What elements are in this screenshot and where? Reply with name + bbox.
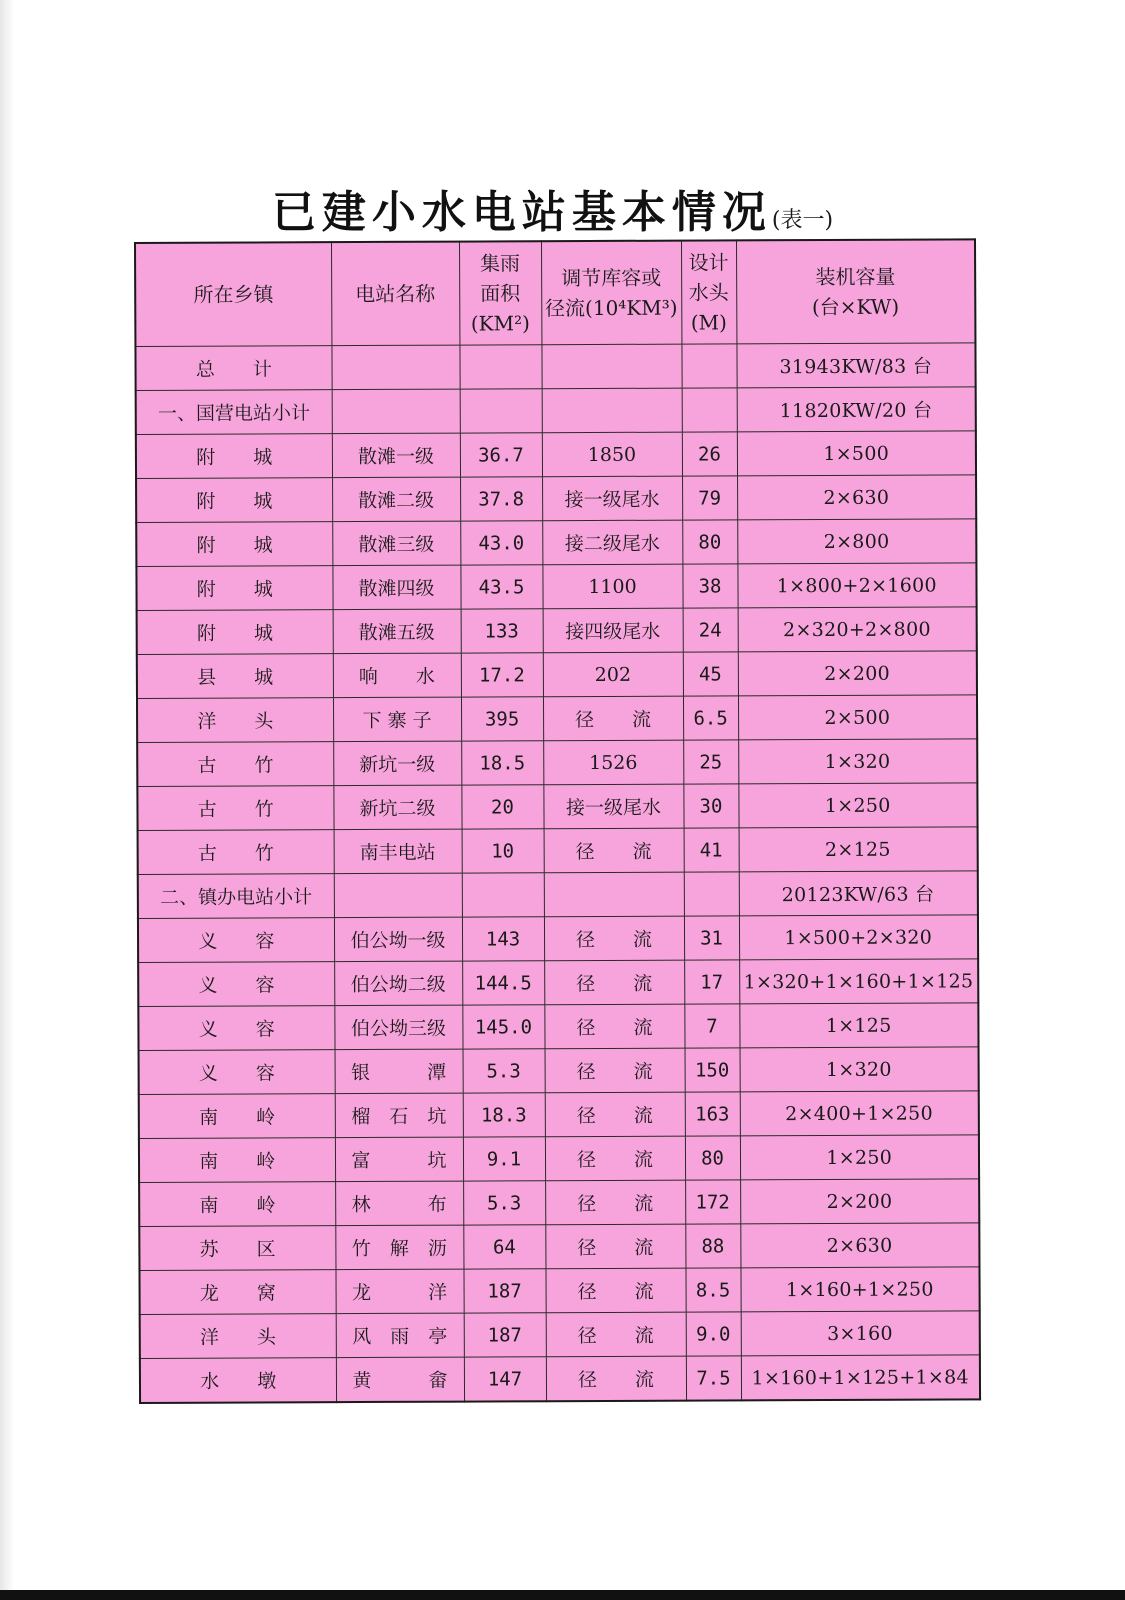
scan-bottom-edge <box>0 1590 1125 1600</box>
cell-capacity: 径 流 <box>544 916 684 961</box>
cell-area: 187 <box>463 1269 545 1313</box>
table-row <box>138 1003 978 1051</box>
cell-head: 17 <box>684 960 739 1004</box>
page-title-suffix: (表一) <box>771 208 834 233</box>
table-row <box>138 827 978 875</box>
cell-head: 31 <box>684 916 739 960</box>
cell-capacity: 径 流 <box>546 1356 686 1401</box>
cell-area <box>462 873 544 917</box>
cell-capacity: 径 流 <box>544 828 684 873</box>
header-head-line: 水头 <box>688 280 729 305</box>
header-capacity <box>541 241 681 345</box>
cell-installed: 2×800 <box>737 519 976 564</box>
cell-area: 43.5 <box>460 565 542 609</box>
cell-area: 187 <box>464 1313 546 1357</box>
cell-area: 395 <box>461 697 543 741</box>
cell-town: 义 容 <box>139 1050 335 1095</box>
cell-capacity: 1526 <box>543 740 683 785</box>
cell-name: 散滩一级 <box>332 433 460 478</box>
header-installed-line: 装机容量 <box>815 264 896 290</box>
cell-area: 10 <box>462 829 544 873</box>
cell-head: 163 <box>685 1092 740 1136</box>
cell-installed: 1×320 <box>740 1047 979 1092</box>
cell-installed: 3×160 <box>741 1311 980 1356</box>
table-row <box>136 519 976 567</box>
cell-capacity: 径 流 <box>544 1004 684 1049</box>
table-row <box>140 1355 980 1403</box>
cell-capacity: 202 <box>543 652 683 697</box>
cell-area: 133 <box>461 609 543 653</box>
cell-name: 南丰电站 <box>334 829 462 874</box>
cell-name: 伯公坳一级 <box>334 917 462 962</box>
cell-capacity: 径 流 <box>545 1092 685 1137</box>
header-installed-line: (台×KW) <box>811 294 900 320</box>
cell-name: 响 水 <box>333 653 461 698</box>
cell-installed: 2×200 <box>738 651 977 696</box>
table-row <box>137 607 977 655</box>
cell-town: 南 岭 <box>139 1094 335 1139</box>
cell-head: 79 <box>682 476 737 520</box>
cell-capacity <box>542 388 682 433</box>
header-area-line: (KM²) <box>470 311 530 336</box>
cell-area: 64 <box>463 1225 545 1269</box>
table-row <box>139 1047 979 1095</box>
cell-area: 37.8 <box>460 477 542 521</box>
cell-town: 总 计 <box>135 346 331 391</box>
cell-installed: 2×500 <box>738 695 977 740</box>
cell-installed: 2×630 <box>737 475 976 520</box>
cell-installed: 11820KW/20 台 <box>737 387 976 432</box>
table-row <box>137 695 977 743</box>
cell-town: 古 竹 <box>137 786 333 831</box>
cell-name: 散滩四级 <box>332 565 460 610</box>
cell-head: 88 <box>685 1224 740 1268</box>
cell-town: 附 城 <box>137 610 333 655</box>
cell-installed: 31943KW/83 台 <box>736 343 975 388</box>
cell-area: 144.5 <box>462 961 544 1005</box>
cell-town: 龙 窝 <box>139 1270 335 1315</box>
cell-name: 散滩二级 <box>332 477 460 522</box>
cell-installed: 1×800+2×1600 <box>737 563 976 608</box>
cell-capacity: 接四级尾水 <box>543 608 683 653</box>
table-row <box>140 1311 980 1359</box>
cell-capacity: 接一级尾水 <box>542 476 682 521</box>
cell-head: 7.5 <box>686 1356 741 1401</box>
cell-area: 18.3 <box>463 1093 545 1137</box>
cell-installed: 2×200 <box>740 1179 979 1224</box>
table-row <box>139 1223 979 1271</box>
cell-head: 172 <box>685 1180 740 1224</box>
header-head-line: 设计 <box>688 250 729 275</box>
cell-town: 义 容 <box>138 1006 334 1051</box>
cell-installed: 2×630 <box>740 1223 979 1268</box>
cell-head: 150 <box>685 1048 740 1092</box>
table-row <box>139 1267 979 1315</box>
cell-town: 古 竹 <box>138 830 334 875</box>
cell-area: 5.3 <box>463 1049 545 1093</box>
cell-head: 8.5 <box>685 1268 740 1312</box>
cell-capacity: 径 流 <box>544 960 684 1005</box>
cell-name: 富 坑 <box>335 1137 463 1182</box>
cell-head: 80 <box>685 1136 740 1180</box>
cell-capacity: 径 流 <box>543 696 683 741</box>
table-row <box>138 959 978 1007</box>
cell-installed: 1×250 <box>740 1135 979 1180</box>
cell-area: 145.0 <box>462 1005 544 1049</box>
table-row <box>136 475 976 523</box>
header-capacity-line: 径流(10⁴KM³) <box>544 295 678 321</box>
table-row <box>136 563 976 611</box>
cell-area: 17.2 <box>461 653 543 697</box>
cell-head: 45 <box>683 652 738 696</box>
cell-town: 南 岭 <box>139 1182 335 1227</box>
cell-head: 26 <box>682 432 737 476</box>
cell-head <box>682 388 737 432</box>
cell-town: 苏 区 <box>139 1226 335 1271</box>
header-head-line: (M) <box>690 310 727 335</box>
cell-town: 义 容 <box>138 962 334 1007</box>
cell-area: 20 <box>461 785 543 829</box>
cell-town: 义 容 <box>138 918 334 963</box>
table-row <box>138 915 978 963</box>
cell-installed: 1×500+2×320 <box>739 915 978 960</box>
cell-capacity: 径 流 <box>545 1268 685 1313</box>
cell-installed: 2×125 <box>739 827 978 872</box>
cell-area: 9.1 <box>463 1137 545 1181</box>
cell-head: 7 <box>684 1004 739 1048</box>
cell-installed: 1×160+1×250 <box>740 1267 979 1312</box>
cell-area: 147 <box>464 1357 546 1402</box>
cell-name: 下 寨 子 <box>333 697 461 742</box>
cell-name: 新坑一级 <box>333 741 461 786</box>
table-row <box>137 651 977 699</box>
table-row <box>139 1091 979 1139</box>
cell-capacity: 径 流 <box>546 1312 686 1357</box>
cell-name <box>334 873 462 918</box>
cell-capacity: 径 流 <box>545 1224 685 1269</box>
cell-capacity: 接一级尾水 <box>543 784 683 829</box>
cell-name: 银 潭 <box>335 1049 463 1094</box>
cell-town: 洋 头 <box>137 698 333 743</box>
cell-head: 9.0 <box>686 1312 741 1356</box>
header-town: 所在乡镇 <box>135 242 331 346</box>
cell-capacity: 1850 <box>542 432 682 477</box>
title-block <box>0 176 1125 240</box>
cell-capacity: 接二级尾水 <box>542 520 682 565</box>
cell-capacity <box>541 344 681 389</box>
cell-installed: 1×160+1×125+1×84 <box>741 1355 980 1401</box>
cell-capacity: 径 流 <box>545 1048 685 1093</box>
cell-capacity: 1100 <box>542 564 682 609</box>
cell-name <box>331 345 459 390</box>
header-area-line: 面积 <box>480 281 521 306</box>
header-area <box>459 241 541 345</box>
cell-head <box>681 344 736 388</box>
header-area-line: 集雨 <box>480 251 521 276</box>
cell-head: 30 <box>683 784 738 828</box>
cell-town: 附 城 <box>136 522 332 567</box>
stations-table <box>134 238 981 1404</box>
cell-area <box>460 389 542 433</box>
cell-area <box>459 345 541 389</box>
cell-installed: 1×125 <box>739 1003 978 1048</box>
cell-head: 80 <box>682 520 737 564</box>
cell-town: 一、国营电站小计 <box>136 390 332 435</box>
cell-name: 伯公坳三级 <box>334 1005 462 1050</box>
cell-installed: 1×320 <box>738 739 977 784</box>
cell-capacity: 径 流 <box>545 1180 685 1225</box>
cell-installed: 1×250 <box>738 783 977 828</box>
table-row <box>137 739 977 787</box>
cell-capacity: 径 流 <box>545 1136 685 1181</box>
cell-town: 洋 头 <box>140 1314 336 1359</box>
cell-head: 38 <box>682 564 737 608</box>
total-row <box>135 343 975 391</box>
cell-name: 散滩五级 <box>333 609 461 654</box>
cell-name: 榴 石 坑 <box>335 1093 463 1138</box>
table-body <box>135 343 980 1403</box>
cell-name: 风 雨 亭 <box>336 1313 464 1358</box>
table-header-row <box>135 239 975 346</box>
cell-installed: 2×320+2×800 <box>738 607 977 652</box>
cell-capacity <box>544 872 684 917</box>
cell-town: 二、镇办电站小计 <box>138 874 334 919</box>
cell-name: 龙 洋 <box>335 1269 463 1314</box>
cell-installed: 20123KW/63 台 <box>739 871 978 916</box>
cell-town: 县 城 <box>137 654 333 699</box>
cell-head: 41 <box>684 828 739 872</box>
cell-name: 林 布 <box>335 1181 463 1226</box>
cell-installed: 1×320+1×160+1×125 <box>739 959 978 1004</box>
cell-installed: 2×400+1×250 <box>740 1091 979 1136</box>
cell-town: 附 城 <box>136 566 332 611</box>
cell-town: 水 墩 <box>140 1358 336 1403</box>
cell-installed: 1×500 <box>737 431 976 476</box>
header-name: 电站名称 <box>331 242 459 346</box>
header-installed <box>736 239 975 344</box>
cell-town: 附 城 <box>136 478 332 523</box>
cell-name: 伯公坳二级 <box>334 961 462 1006</box>
cell-area: 36.7 <box>460 433 542 477</box>
table-row <box>137 783 977 831</box>
table-row <box>136 431 976 479</box>
cell-name: 散滩三级 <box>332 521 460 566</box>
header-capacity-line: 调节库容或 <box>561 265 662 291</box>
cell-town: 附 城 <box>136 434 332 479</box>
subtotal-row <box>138 871 978 919</box>
cell-head: 24 <box>683 608 738 652</box>
subtotal-row <box>136 387 976 435</box>
page-title: 已建小水电站基本情况 <box>271 187 772 238</box>
table-row <box>139 1179 979 1227</box>
cell-name: 竹 解 沥 <box>335 1225 463 1270</box>
cell-name <box>332 389 460 434</box>
cell-name: 新坑二级 <box>333 785 461 830</box>
cell-head <box>684 872 739 916</box>
cell-area: 18.5 <box>461 741 543 785</box>
cell-area: 5.3 <box>463 1181 545 1225</box>
scan-edge <box>0 0 14 1600</box>
table-row <box>139 1135 979 1183</box>
cell-town: 古 竹 <box>137 742 333 787</box>
cell-town: 南 岭 <box>139 1138 335 1183</box>
header-head <box>681 240 736 344</box>
cell-area: 43.0 <box>460 521 542 565</box>
cell-name: 黄 畲 <box>336 1357 464 1402</box>
cell-area: 143 <box>462 917 544 961</box>
cell-head: 6.5 <box>683 696 738 740</box>
cell-head: 25 <box>683 740 738 784</box>
